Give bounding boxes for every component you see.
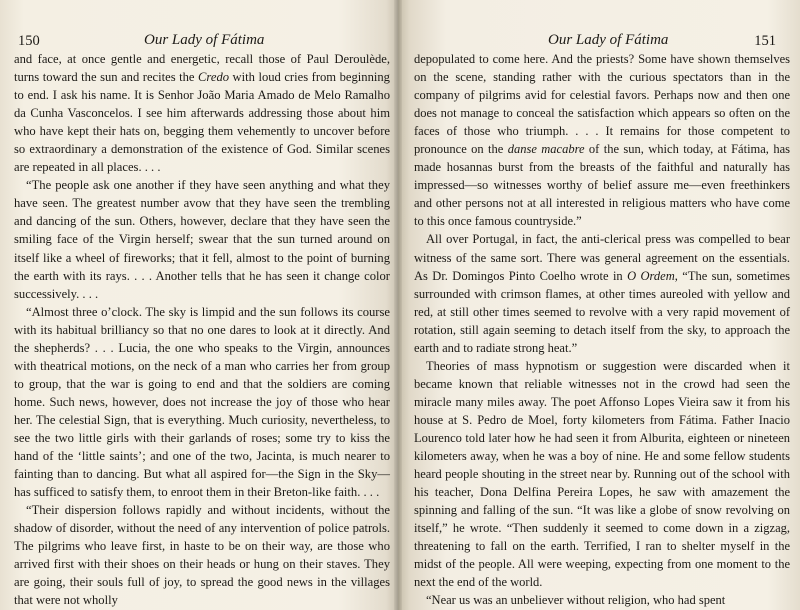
paragraph: [414, 357, 790, 592]
paragraph: [414, 50, 790, 230]
italic-text: danse macabre: [507, 142, 585, 157]
page-number: 151: [754, 33, 776, 49]
paragraph-text: and face, at once gentle and energetic, recall those of Paul Deroulède, turns toward the sun and recites the: [14, 52, 390, 85]
paragraph: [14, 176, 390, 302]
book-gutter: [394, 0, 402, 610]
italic-text: Credo: [198, 70, 230, 85]
paragraph: [14, 50, 390, 176]
paragraph: [414, 230, 790, 356]
paragraph: [14, 501, 390, 609]
paragraph-text: with loud cries from beginning to end. I ask his name. It is Senhor João Maria Amado de Melo Ramalho da Cunha Vasconcelos. I see him afterwards addressing those about him who have kept their hats on, begging them vehemently to uncover before so extraordinary a demonstration of the existence of God. Similar scenes are repeated in all places. . . .: [14, 70, 390, 175]
paragraph: [414, 591, 790, 609]
paragraph-text: depopulated to come here. And the priests? Some have shown themselves on the scene, standing rather with the curious spectators than in the company of pilgrims avid for celestial favors. Perhaps now and then one does not manage to conceal the satisfaction which appears so often on the faces of those who triumph. . . . It remains for those competent to pronounce on the: [414, 52, 790, 157]
paragraph-text: All over Portugal, in fact, the anti-clerical press was compelled to bear witness of the same sort. There was general agreement on the essentials. As Dr. Domingos Pinto Coelho wrote in: [414, 232, 790, 283]
page-number: 150: [18, 33, 40, 49]
paragraph-text: “Near us was an unbeliever without religion, who had spent: [426, 593, 726, 608]
italic-text: O Ordem: [627, 268, 675, 283]
paragraph: [14, 303, 390, 502]
running-title: Our Lady of Fátima: [548, 32, 669, 48]
left-page: [0, 0, 398, 610]
right-page: [398, 0, 800, 610]
paragraph-text: “Almost three o’clock. The sky is limpid and the sun follows its course with its habitual brilliancy so that no one dares to look at it directly. And the shepherds? . . . Lucia, the one who speaks to the Virgin, announces with theatrical motions, on the neck of a man who carries her from group to group, that the war is going to end and that the soldiers are coming home. Such news, however, does not increase the joy of those who hear her. The celestial Sign, that is everything. Much curiosity, nevertheless, to see the two little girls with their garlands of roses; some try to kiss the hand of the ‘little saints’; and one of the two, Jacinta, is much nearer to fainting than to dancing. But what all aspired for—the Sign in the Sky—has sufficed to satisfy them, to enroot them in their Breton-like faith. . . .: [14, 304, 390, 500]
paragraph-text: Theories of mass hypnotism or suggestion were discarded when it became known that reliable witnesses not in the crowd had seen the miracle many miles away. The poet Affonso Lopes Vieira saw it from his house at S. Pedro de Moel, forty kilometers from Fátima. Father Inacio Lourenco told later how he had seen it from Alburita, eighteen or nineteen kilometers away, when he was a boy of nine. He and some fellow students heard people shouting in the street near by. Running out of the school with his teacher, Dona Delfina Pereira Lopes, he saw with amazement the spinning and falling of the sun. “It was like a globe of snow revolving on itself,” he wrote. “Then suddenly it seemed to come down in a zigzag, threatening to fall on the earth. Terrified, I ran to shelter myself in the midst of the people. All were weeping, expecting from one moment to the next the end of the world.: [414, 358, 790, 590]
paragraph-text: “Their dispersion follows rapidly and without incidents, without the shadow of disorder, without the need of any intervention of police patrols. The pilgrims who leave first, in haste to be on their way, are those who arrived first with their shoes on their heads or hung on their staves. They are going, their souls full of joy, to spread the good news in the villages that were not wholly: [14, 503, 390, 608]
right-page-header: [414, 28, 790, 50]
right-page-body: [414, 50, 790, 609]
left-page-header: [14, 28, 390, 50]
running-title: Our Lady of Fátima: [144, 32, 265, 48]
left-page-body: [14, 50, 390, 609]
paragraph-text: , “The sun, sometimes surrounded with crimson flames, at other times aureoled with yellow and red, at still other times seemed to revolve with a very rapid movement of rotation, still again seeming to detach itself from the sky, to approach the earth and to radiate strong heat.”: [414, 268, 790, 355]
paragraph-text: of the sun, which today, at Fátima, has made hosannas burst from the breasts of the faithful and naturally has impressed—so witnesses worthy of belief assure me—even freethinkers and other persons not at all interested in religious matters who have come to this once famous countryside.”: [414, 142, 790, 229]
paragraph-text: “The people ask one another if they have seen anything and what they have seen. The greatest number avow that they have seen the trembling and dancing of the sun. Others, however, declare that they have seen the smiling face of the Virgin herself; swear that the sun turned around on itself like a wheel of fireworks; that it fell, almost to the point of burning the earth with its rays. . . . Another tells that he has seen it change color successively. . . .: [14, 178, 390, 301]
